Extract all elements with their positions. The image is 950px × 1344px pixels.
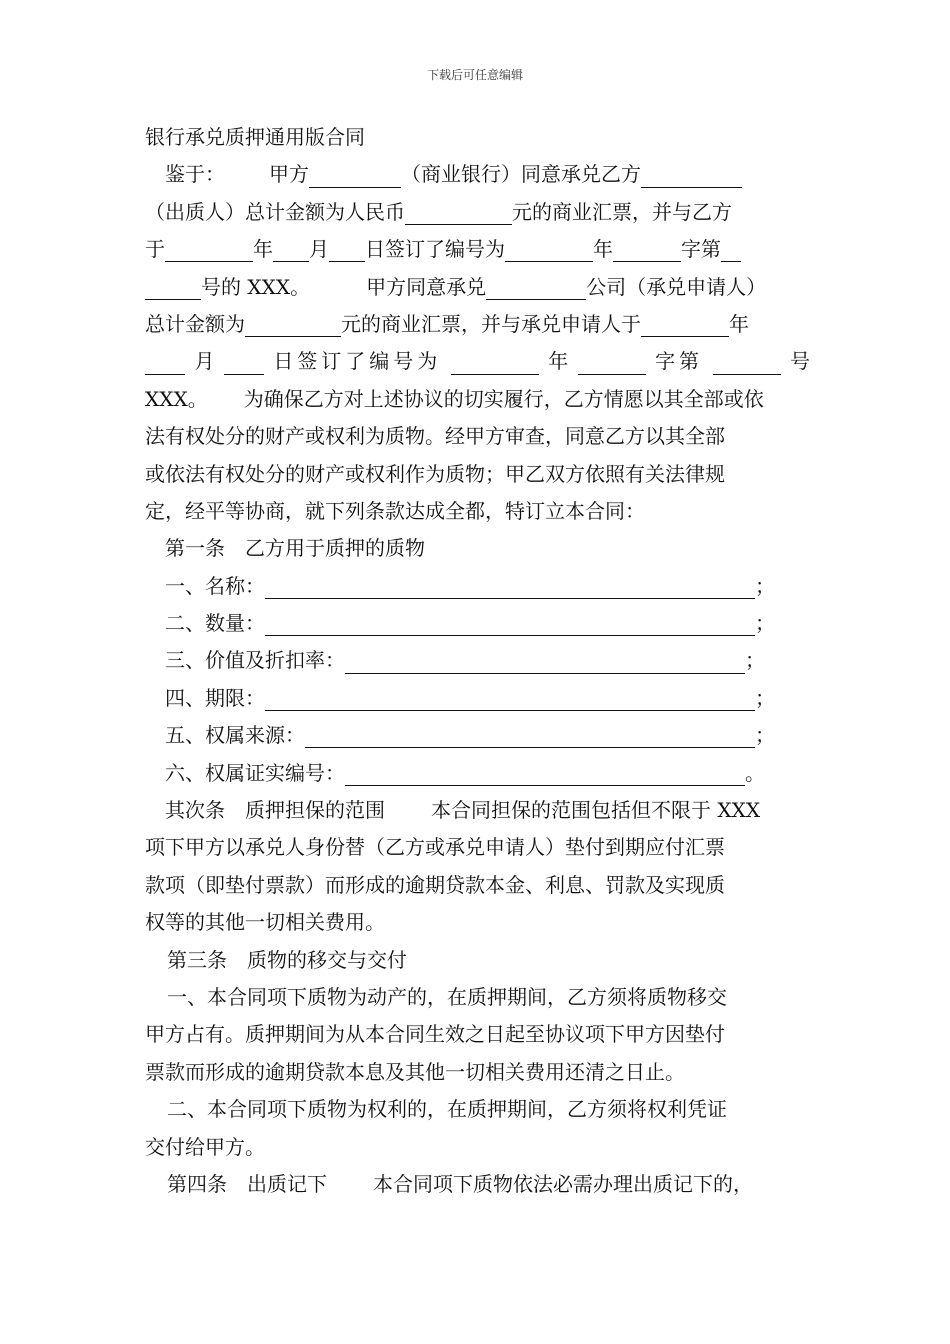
blank-field — [145, 279, 201, 300]
contract-body — [145, 119, 810, 1203]
article-1-item-name: 一、名称： ； — [165, 573, 775, 598]
blank-field — [265, 578, 755, 599]
blank-field — [345, 653, 745, 674]
blank-field — [245, 316, 341, 337]
blank-field — [345, 765, 745, 786]
article-4-heading: 第四条 出质记下 — [167, 1171, 327, 1196]
blank-field — [265, 690, 755, 711]
blank-field — [451, 354, 539, 375]
contract-title: 银行承兑质押通用版合同 — [145, 125, 365, 149]
intro-line-9: 或依法有权处分的财产或权利作为质物；甲乙双方依照有关法律规 — [145, 461, 725, 486]
blank-field — [505, 241, 593, 262]
article-2-line-2: 项下甲方以承兑人身份替（乙方或承兑申请人）垫付到期应付汇票 — [145, 835, 725, 860]
blank-field — [641, 316, 729, 337]
article-1-item-value: 三、价值及折扣率： ； — [165, 648, 765, 673]
article-3-p1-line-2: 甲方占有。质押期间为从本合同生效之日起至协议项下甲方因垫付 — [145, 1022, 725, 1047]
blank-field — [165, 241, 253, 262]
intro-line-8: 法有权处分的财产或权利为质物。经甲方审查，同意乙方以其全部 — [145, 424, 725, 449]
blank-field — [224, 354, 264, 375]
blank-field — [309, 167, 401, 188]
intro-line-5: 总计金额为 元的商业汇票，并与承兑申请人于 年 — [145, 311, 749, 336]
blank-field — [145, 354, 185, 375]
blank-field — [713, 354, 781, 375]
blank-field — [613, 241, 681, 262]
intro-line-10: 定，经平等协商，就下列条款达成全都，特订立本合同： — [145, 498, 645, 523]
article-3-p2-line-1: 二、本合同项下质物为权利的，在质押期间，乙方须将权利凭证 — [167, 1097, 727, 1122]
blank-field — [641, 167, 742, 188]
article-2-line-3: 款项（即垫付票款）而形成的逾期贷款本金、利息、罚款及实现质 — [145, 872, 725, 897]
intro-line-1: 鉴于： 甲方 （商业银行）同意承兑乙方 — [145, 156, 810, 193]
blank-field — [305, 727, 755, 748]
article-3-p1-line-3: 票款而形成的逾期贷款本息及其他一切相关费用还清之日止。 — [145, 1059, 685, 1084]
article-1-item-certificate: 六、权属证实编号： 。 — [165, 760, 765, 785]
article-2-heading: 其次条 质押担保的范围 — [165, 798, 385, 823]
intro-line-2: （出质人）总计金额为人民币 元的商业汇票，并与乙方 — [145, 199, 732, 224]
blank-field — [273, 241, 309, 262]
blank-field — [721, 241, 741, 262]
blank-field — [578, 354, 646, 375]
page-header-note: 下载后可任意编辑 — [426, 68, 523, 82]
article-3-heading: 第三条 质物的移交与交付 — [167, 947, 407, 972]
article-3-p1-line-1: 一、本合同项下质物为动产的，在质押期间，乙方须将质物移交 — [167, 984, 727, 1009]
blank-field — [486, 279, 586, 300]
blank-field — [329, 241, 365, 262]
article-1-item-quantity: 二、数量： ； — [165, 611, 775, 636]
article-1-heading: 第一条 乙方用于质押的质物 — [165, 536, 425, 561]
intro-line-6: 月 日签订了编号为 年 字第 号 — [145, 343, 810, 380]
intro-line-3: 于 年 月 日签订了编号为 年 字第 — [145, 231, 810, 268]
blank-field — [405, 204, 512, 225]
article-1-item-source: 五、权属来源： ； — [165, 723, 775, 748]
intro-line-4: 号的 XXX。 甲方同意承兑 公司（承兑申请人） — [145, 269, 810, 306]
article-1-item-term: 四、期限： ； — [165, 685, 775, 710]
article-4-line-1: 第四条 出质记下 本合同项下质物依法必需办理出质记下的， — [145, 1166, 810, 1203]
article-2-line-4: 权等的其他一切相关费用。 — [145, 910, 385, 935]
blank-field — [265, 615, 755, 636]
intro-line-7: XXX。 为确保乙方对上述协议的切实履行，乙方情愿以其全部或依 — [145, 386, 764, 411]
article-2-line-1: 其次条 质押担保的范围 本合同担保的范围包括但不限于 XXX — [145, 792, 810, 829]
article-3-p2-line-2: 交付给甲方。 — [145, 1134, 265, 1159]
